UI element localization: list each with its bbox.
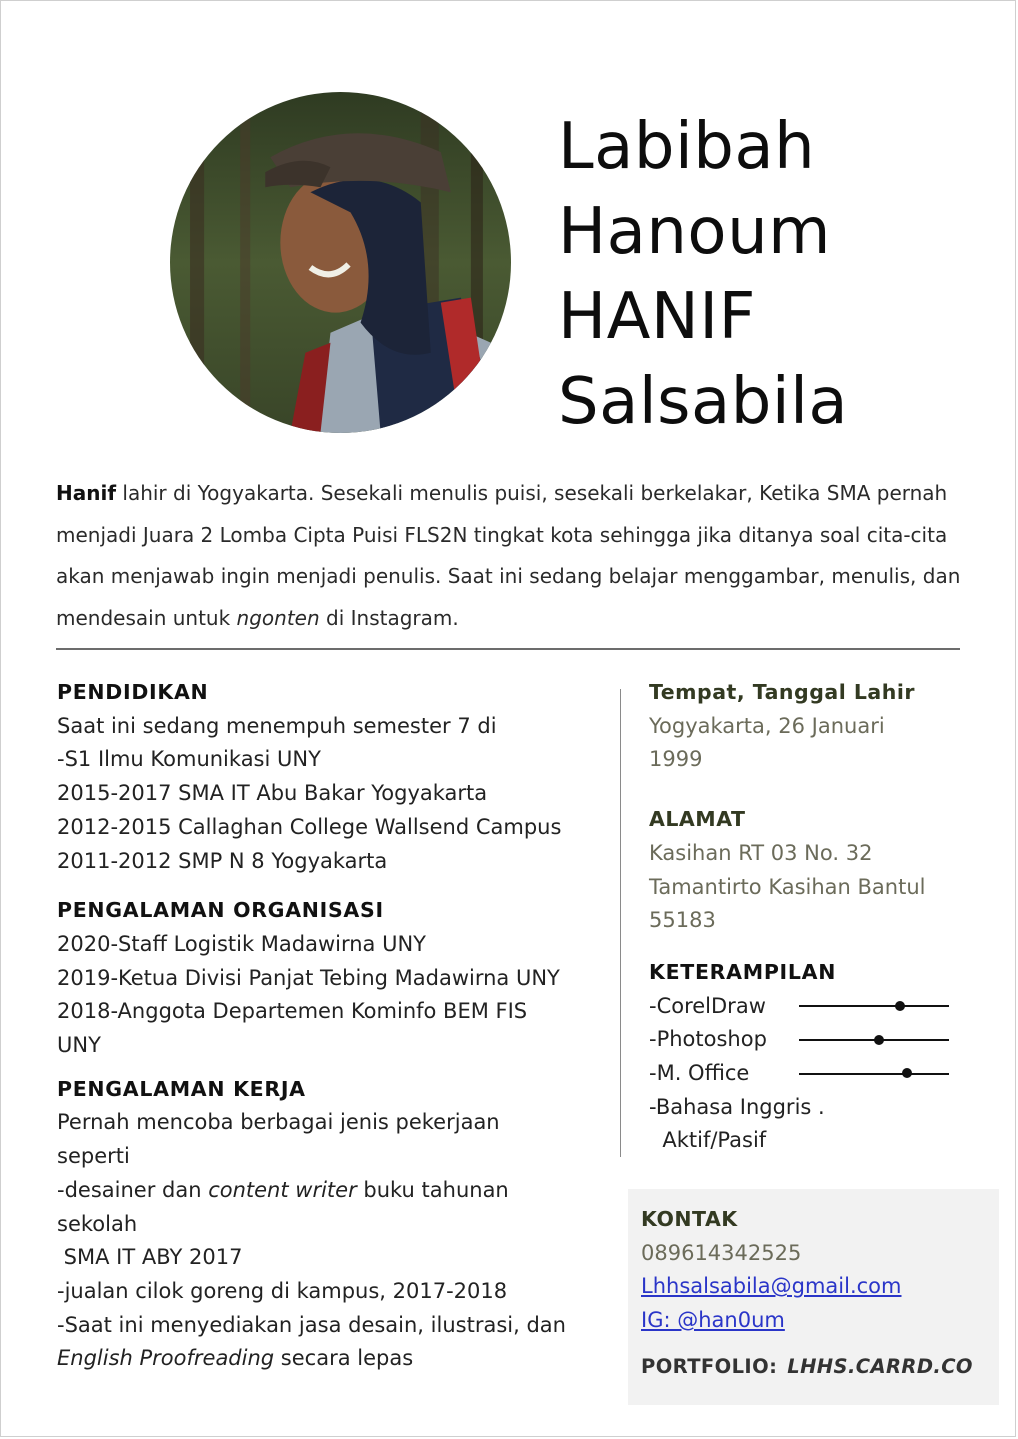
name-line: HANIF	[558, 280, 756, 354]
kerja-line	[57, 1174, 602, 1208]
kerja-line	[57, 1342, 602, 1376]
skill-level-dot	[874, 1035, 884, 1045]
right-column	[649, 676, 979, 1158]
alamat-line: Tamantirto Kasihan Bantul	[649, 874, 926, 899]
kerja-line: seperti	[57, 1144, 130, 1169]
skill-row	[649, 990, 979, 1024]
organisasi-line: 2018-Anggota Departemen Kominfo BEM FIS	[57, 999, 528, 1024]
bio-text: lahir di Yogyakarta. Sesekali menulis puisi, sesekali berkelakar, Ketika SMA pernah menjadi Juara 2 Lomba Cipta Puisi FLS2N tingkat kota sehingga jika ditanya soal cita-cita akan menjawab ingin menjadi penulis. Saat ini sedang belajar menggambar, menulis, dan mendesain untuk	[56, 481, 961, 630]
pendidikan-line: 2011-2012 SMP N 8 Yogyakarta	[57, 848, 388, 873]
bio-italic: ngonten	[236, 605, 320, 630]
kerja-text: -desainer dan	[57, 1177, 209, 1202]
ttl-line: 1999	[649, 747, 703, 772]
kerja-italic: content writer	[208, 1177, 357, 1202]
instagram-link[interactable]: IG: @han0um	[641, 1308, 785, 1333]
portfolio-label: PORTFOLIO:	[641, 1354, 778, 1378]
skill-level-dot	[902, 1068, 912, 1078]
pendidikan-line: -S1 Ilmu Komunikasi UNY	[57, 747, 321, 772]
alamat-line: 55183	[649, 908, 716, 933]
bahasa-line: Aktif/Pasif	[649, 1128, 767, 1153]
bio-paragraph	[56, 473, 976, 639]
skill-bar	[799, 1073, 949, 1075]
skill-label: -Photoshop	[649, 1027, 767, 1052]
kontak-title: KONTAK	[641, 1207, 738, 1231]
contact-box	[628, 1189, 999, 1405]
name-line: Salsabila	[558, 365, 849, 439]
column-divider	[620, 689, 621, 1157]
kerja-title: PENGALAMAN KERJA	[57, 1076, 306, 1101]
alamat-title: ALAMAT	[649, 807, 746, 832]
skill-bar	[799, 1005, 949, 1007]
skill-level-dot	[895, 1001, 905, 1011]
profile-photo-image	[170, 92, 511, 433]
organisasi-line: 2020-Staff Logistik Madawirna UNY	[57, 931, 427, 956]
kerja-line: sekolah	[57, 1211, 138, 1236]
skill-label: -M. Office	[649, 1061, 750, 1085]
organisasi-line: 2019-Ketua Divisi Panjat Tebing Madawirna UNY	[57, 965, 560, 990]
phone-number: 089614342525	[641, 1240, 802, 1265]
pendidikan-line: Saat ini sedang menempuh semester 7 di	[57, 713, 497, 738]
kerja-line: -jualan cilok goreng di kampus, 2017-2018	[57, 1278, 508, 1303]
ttl-title: Tempat, Tanggal Lahir	[649, 680, 915, 704]
full-name	[558, 105, 848, 445]
bio-text-end: di Instagram.	[319, 605, 459, 630]
kerja-italic: English Proofreading	[57, 1346, 275, 1371]
profile-photo	[170, 92, 511, 433]
kerja-text: secara lepas	[274, 1346, 414, 1371]
skill-row	[649, 1057, 979, 1091]
bahasa-line: -Bahasa Inggris .	[649, 1094, 825, 1119]
pendidikan-title: PENDIDIKAN	[57, 680, 209, 704]
email-link[interactable]: Lhhsalsabila@gmail.com	[641, 1274, 902, 1299]
name-line: Hanoum	[558, 195, 831, 269]
kerja-line: SMA IT ABY 2017	[57, 1245, 243, 1270]
name-line: Labibah	[558, 110, 816, 184]
skill-row	[649, 1023, 979, 1057]
bio-name: Hanif	[56, 481, 117, 505]
section-divider	[56, 648, 960, 650]
skill-label: -CorelDraw	[649, 993, 766, 1018]
organisasi-line: UNY	[57, 1033, 101, 1058]
skill-bar	[799, 1039, 949, 1041]
pendidikan-line: 2015-2017 SMA IT Abu Bakar Yogyakarta	[57, 781, 488, 806]
organisasi-title: PENGALAMAN ORGANISASI	[57, 898, 384, 923]
pendidikan-line: 2012-2015 Callaghan College Wallsend Campus	[57, 814, 562, 839]
kerja-line: -Saat ini menyediakan jasa desain, ilustrasi, dan	[57, 1312, 566, 1337]
kerja-line: Pernah mencoba berbagai jenis pekerjaan	[57, 1110, 500, 1135]
keterampilan-title: KETERAMPILAN	[649, 959, 837, 984]
portfolio-line	[641, 1350, 973, 1384]
left-column	[57, 676, 602, 1376]
portfolio-url[interactable]: LHHS.CARRD.CO	[787, 1354, 973, 1378]
alamat-line: Kasihan RT 03 No. 32	[649, 840, 873, 865]
ttl-line: Yogyakarta, 26 Januari	[649, 713, 885, 738]
kerja-text: buku tahunan	[356, 1177, 509, 1202]
